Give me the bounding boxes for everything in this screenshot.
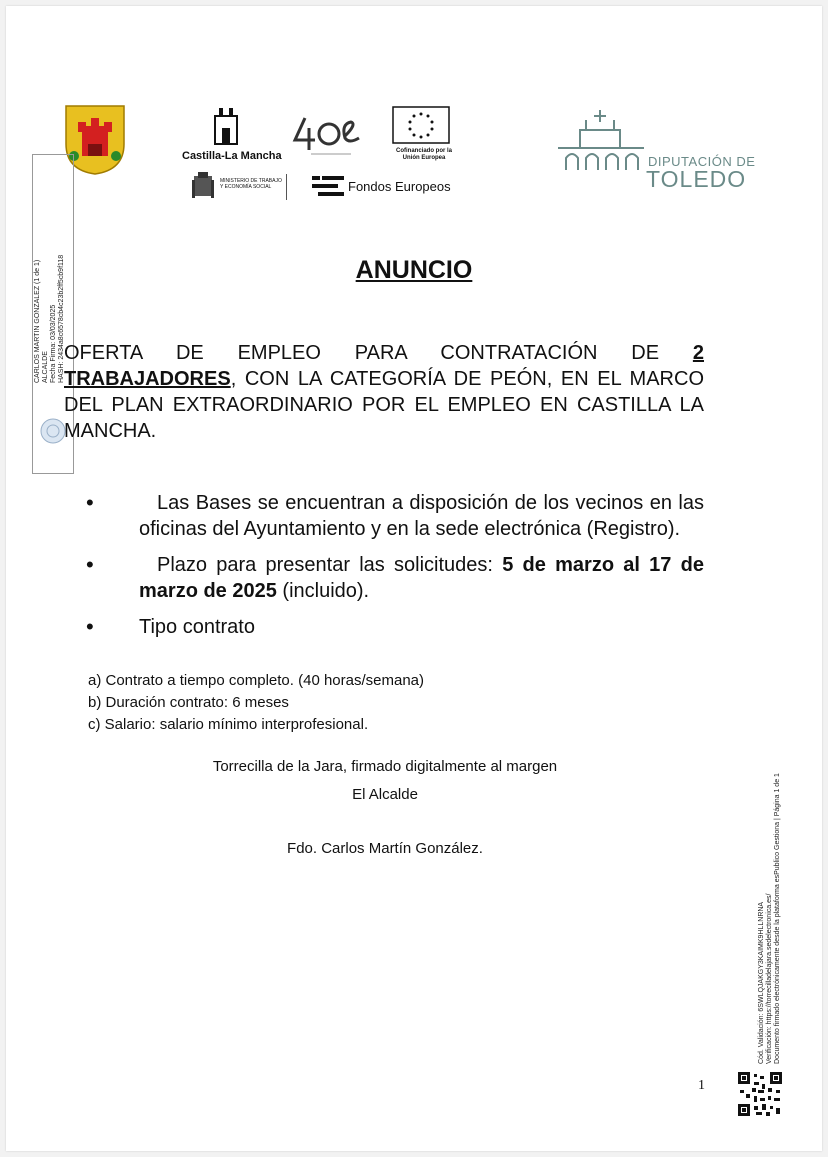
header-divider [286,174,287,200]
qr-code-icon [738,1072,782,1116]
signature-line1: CARLOS MARTIN GONZALEZ (1 de 1) [34,259,41,383]
intro-paragraph [64,340,704,444]
sign-role: El Alcalde [352,786,418,803]
fondos-europeos-label: Fondos Europeos [348,179,451,194]
sign-name: Fdo. Carlos Martín González. [287,840,483,857]
list-item [84,490,704,542]
diputacion-toledo-logo [556,108,646,194]
ministerio-label: MINISTERIO DE TRABAJO Y ECONOMÍA SOCIAL [220,178,282,190]
contract-detail-b: b) Duración contrato: 6 meses [88,694,289,711]
castilla-la-mancha-logo [211,106,241,146]
list-item [84,552,704,604]
castilla-la-mancha-label: Castilla-La Mancha [182,150,282,162]
bullet-plazo-suffix: (incluido). [276,580,370,602]
page-number: 1 [698,1078,705,1093]
intro-workers-count: 2 TRABAJADORES [64,342,704,390]
bullet-plazo-text: Plazo para presentar las solicitudes: [157,554,503,576]
cofinanciado-label: Cofinanciado por la Unión Europea [395,148,452,161]
sign-place: Torrecilla de la Jara, firmado digitalmente al margen [212,758,558,775]
validation-code: Cód. Validación: 6SWLQJAKGY3KAIMK9HLLNRNA [758,901,765,1064]
contract-detail-a: a) Contrato a tiempo completo. (40 horas/semana) [88,672,424,689]
signature-line3: Fecha Firma: 03/03/2025 [50,304,57,383]
diputacion-line1: DIPUTACIÓN DE [648,154,756,169]
eu-flag-logo [392,106,450,144]
verification-url: Verificación: https://torrecilladelajara.sedelectronica.es/ [766,893,773,1064]
bullet-dot-icon: • [86,552,94,577]
document-title: ANUNCIO [355,256,473,284]
contract-details [88,670,424,736]
list-item [84,614,704,640]
bullet-bases-text: Las Bases se encuentran a disposición de los vecinos en las oficinas del Ayuntamiento y en la sede electrónica (Registro). [139,492,704,540]
bullet-list [84,490,704,650]
forty-years-logo [291,114,363,162]
intro-text-end: , CON LA CATEGORÍA DE PEÓN, EN EL MARCO DEL PLAN EXTRAORDINARIO POR EL EMPLEO EN CASTILLA LA MANCHA. [64,368,704,442]
signature-line2: ALCALDE [42,351,49,383]
diputacion-line2: TOLEDO [646,166,747,192]
signature-seal-icon [39,417,67,445]
intro-text-start: OFERTA DE EMPLEO PARA CONTRATACIÓN DE [64,342,693,364]
spain-coat-of-arms-icon [190,172,216,202]
signature-line4: HASH: 2434a8c6578cb4c23b2ff5cb9f118 [58,254,65,383]
platform-notice: Documento firmado electrónicamente desde la plataforma esPublico Gestiona | Página 1 de 1 [774,773,781,1064]
fondos-europeos-icon [308,174,344,200]
bullet-tipo-text: Tipo contrato [139,616,255,638]
bullet-dot-icon: • [86,490,94,515]
document-page [6,6,822,1151]
bullet-dot-icon: • [86,614,94,639]
contract-detail-c: c) Salario: salario mínimo interprofesional. [88,716,369,733]
bullet-plazo-dates: 5 de marzo al 17 de marzo de 2025 [139,554,704,602]
